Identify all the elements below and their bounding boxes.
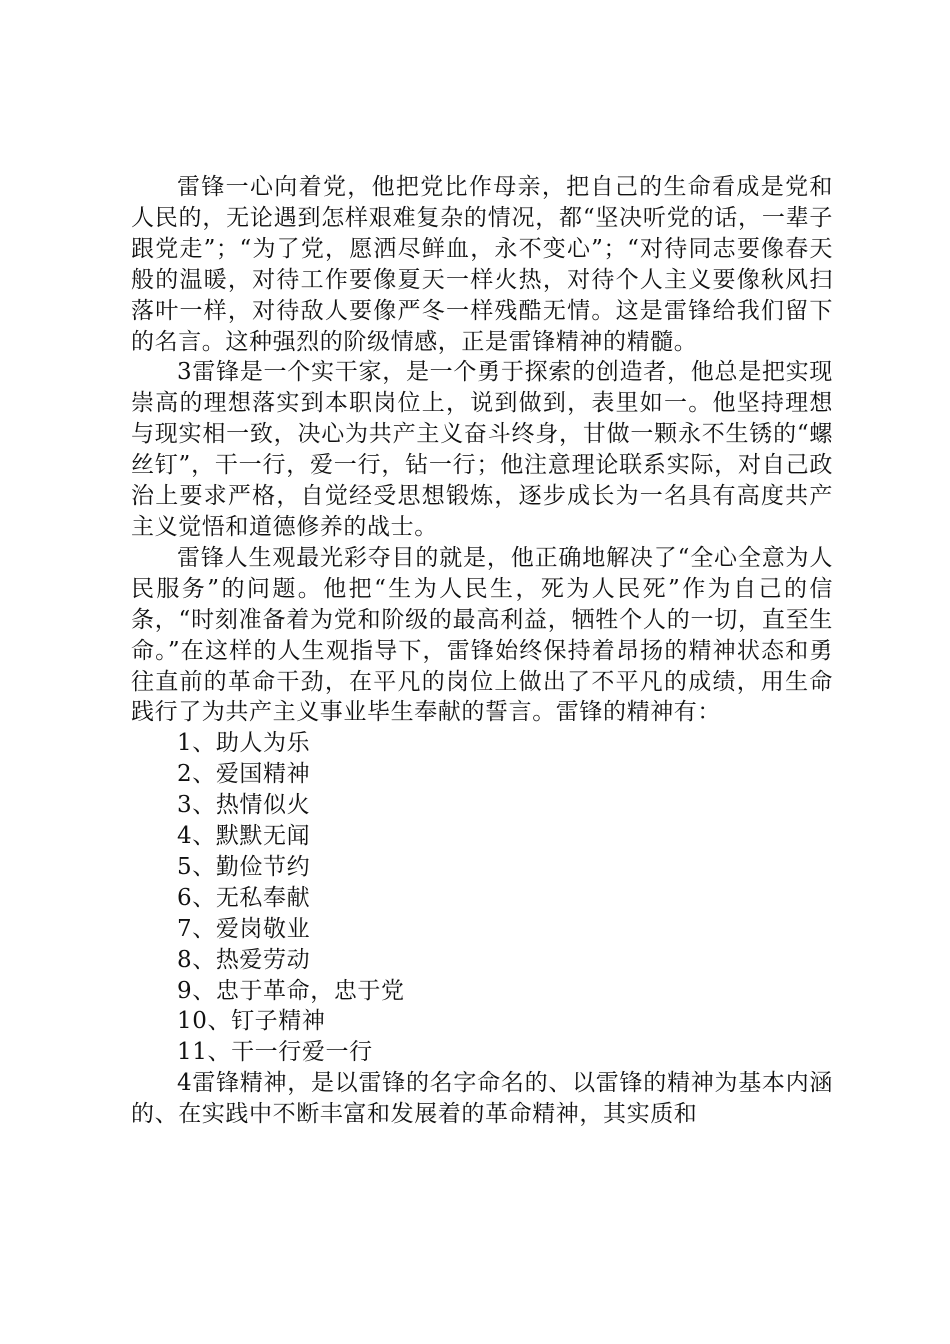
list-item: 1、助人为乐 xyxy=(177,730,311,757)
document-body xyxy=(131,172,833,1130)
list-item: 11、干一行爱一行 xyxy=(177,1039,373,1066)
list-item: 4、默默无闻 xyxy=(177,823,311,850)
list-item: 9、忠于革命，忠于党 xyxy=(177,977,405,1004)
paragraph-practitioner: 3雷锋是一个实干家，是一个勇于探索的创造者，他总是把实现崇高的理想落实到本职岗位上，说到做到，表里如一。他坚持理想与现实相一致，决心为共产主义奋斗终身，甘做一颗永不生锈的“螺丝钉”，干一行，爱一行，钻一行；他注意理论联系实际，对自己政治上要求严格，自觉经受思想锻炼，逐步成长为一名具有高度共产主义觉悟和道德修养的战士。 xyxy=(131,359,833,540)
list-item: 6、无私奉献 xyxy=(177,884,311,911)
spirit-list xyxy=(131,728,833,1068)
list-item: 7、爱岗敬业 xyxy=(177,915,311,942)
list-item: 10、钉子精神 xyxy=(177,1008,326,1035)
list-item: 3、热情似火 xyxy=(177,792,311,819)
paragraph-essence: 4雷锋精神，是以雷锋的名字命名的、以雷锋的精神为基本内涵的、在实践中不断丰富和发展着的革命精神，其实质和 xyxy=(131,1070,833,1128)
paragraph-outlook: 雷锋人生观最光彩夺目的就是，他正确地解决了“全心全意为人民服务”的问题。他把“生为人民生，死为人民死”作为自己的信条，“时刻准备着为党和阶级的最高利益，牺牲个人的一切，直至生命。”在这样的人生观指导下，雷锋始终保持着昂扬的精神状态和勇往直前的革命干劲，在平凡的岗位上做出了不平凡的成绩，用生命践行了为共产主义事业毕生奉献的誓言。雷锋的精神有： xyxy=(131,544,833,726)
list-item: 2、爱国精神 xyxy=(177,761,311,788)
list-item: 8、热爱劳动 xyxy=(177,946,311,973)
paragraph-loyalty: 雷锋一心向着党，他把党比作母亲，把自己的生命看成是党和人民的，无论遇到怎样艰难复杂的情况，都“坚决听党的话，一辈子跟党走”；“为了党，愿洒尽鲜血，永不变心”；“对待同志要像春天般的温暖，对待工作要像夏天一样火热，对待个人主义要像秋风扫落叶一样，对待敌人要像严冬一样残酷无情。这是雷锋给我们留下的名言。这种强烈的阶级情感，正是雷锋精神的精髓。 xyxy=(131,174,833,355)
list-item: 5、勤俭节约 xyxy=(177,853,311,880)
